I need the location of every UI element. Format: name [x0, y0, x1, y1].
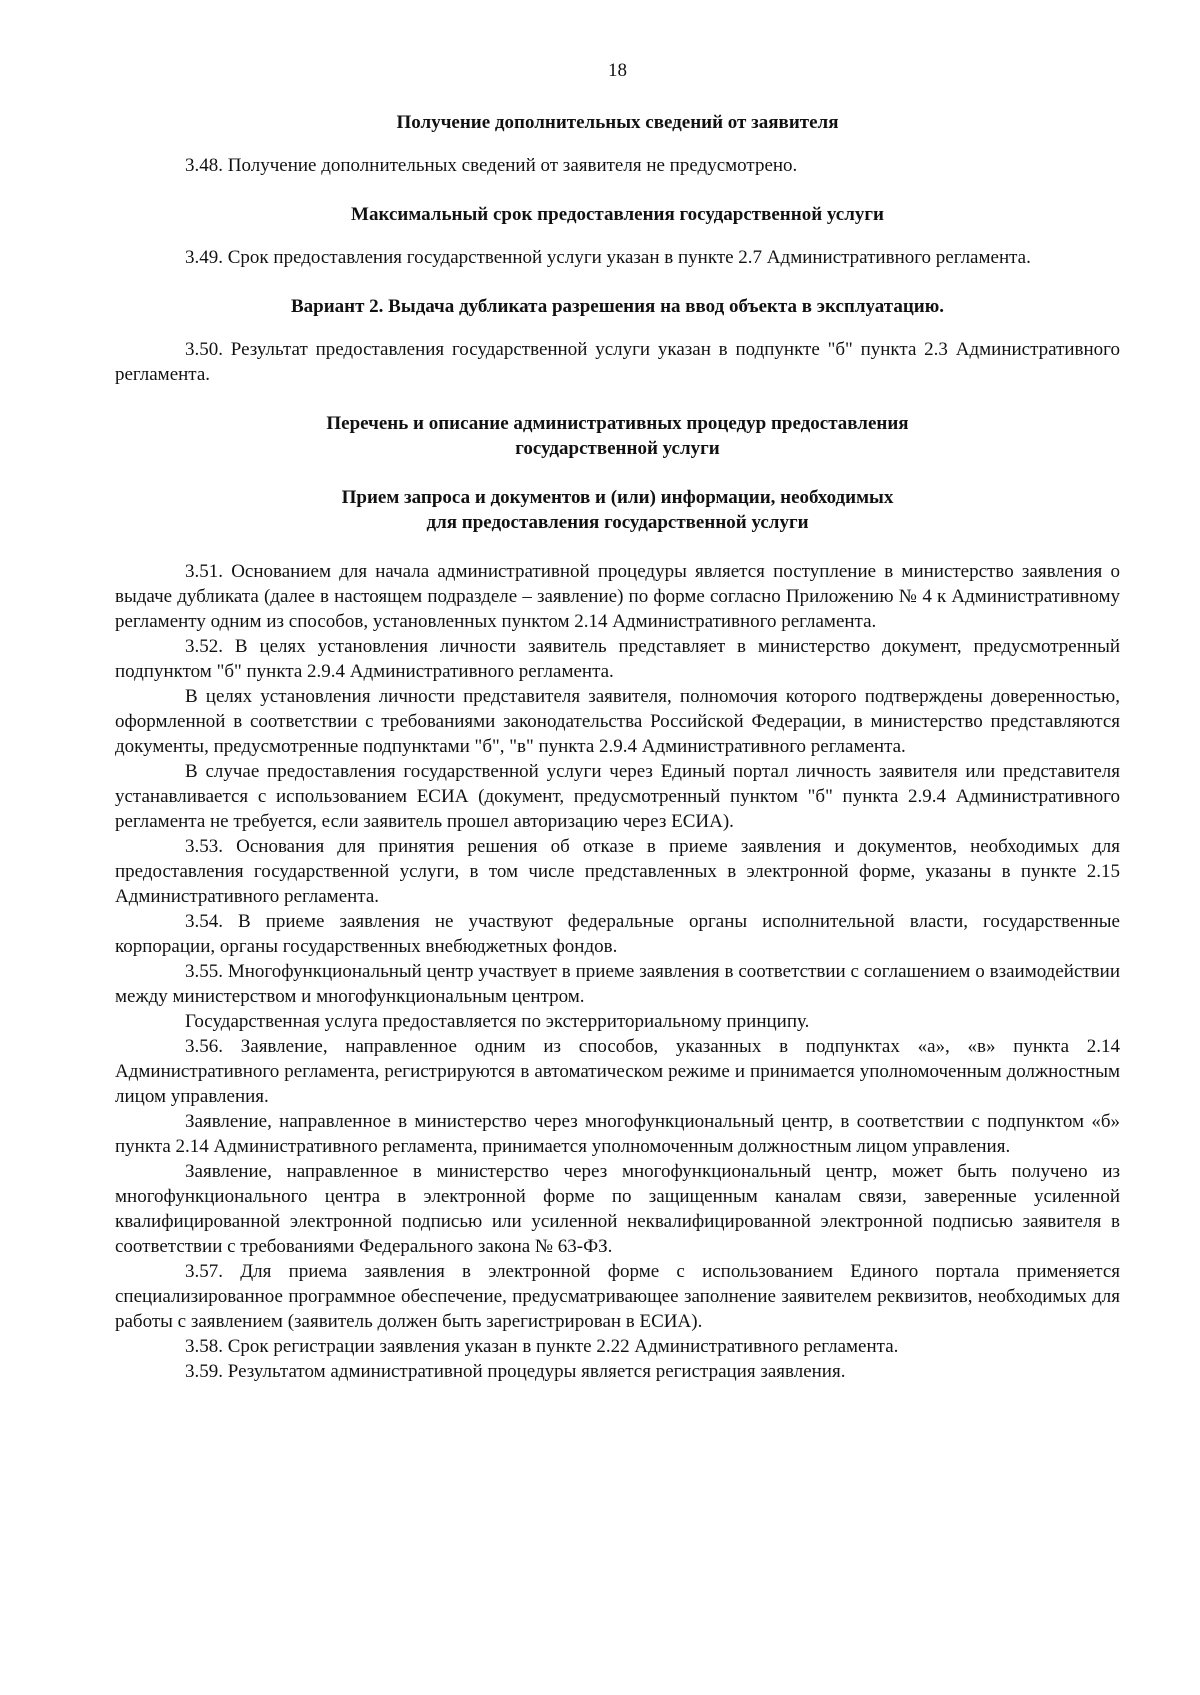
heading-variant-2: Вариант 2. Выдача дубликата разрешения на ввод объекта в эксплуатацию.: [290, 296, 945, 317]
paragraph-3-59: 3.59. Результатом административной процедуры является регистрация заявления.: [185, 1361, 846, 1382]
paragraph-3-52: 3.52. В целях установления личности заявитель представляет в министерство документ, предусмотренный подпунктом "б" пункта 2.9.4 Административного регламента.: [115, 636, 1120, 682]
heading-max-term: Максимальный срок предоставления государственной услуги: [351, 204, 884, 225]
heading-request-line-1: Прием запроса и документов и (или) информации, необходимых: [341, 487, 894, 508]
heading-additional-info: Получение дополнительных сведений от заявителя: [396, 112, 839, 133]
heading-procedures-list: [115, 411, 1120, 461]
heading-procedures-line-2: государственной услуги: [515, 438, 720, 459]
paragraph-3-55-extraterritorial: Государственная услуга предоставляется по экстерриториальному принципу.: [185, 1011, 810, 1032]
heading-procedures-line-1: Перечень и описание административных процедур предоставления: [326, 413, 909, 434]
heading-request-intake: [115, 485, 1120, 535]
paragraph-3-52-portal: В случае предоставления государственной услуги через Единый портал личность заявителя или представителя устанавливается с использованием ЕСИА (документ, предусмотренный пунктом "б" пункта 2.9.4 Административного регламента не требуется, если заявитель прошел авторизацию через ЕСИА).: [115, 761, 1120, 832]
paragraph-3-52-representative: В целях установления личности представителя заявителя, полномочия которого подтверждены доверенностью, оформленной в соответствии с требованиями законодательства Российской Федерации, в министерство представляются документы, предусмотренные подпунктами "б", "в" пункта 2.9.4 Административного регламента.: [115, 686, 1120, 757]
paragraph-3-54: 3.54. В приеме заявления не участвуют федеральные органы исполнительной власти, государственные корпорации, органы государственных внебюджетных фондов.: [115, 911, 1120, 957]
paragraph-3-56-mfc: Заявление, направленное в министерство через многофункциональный центр, в соответствии с подпунктом «б» пункта 2.14 Административного регламента, принимается уполномоченным должностным лицом управления.: [115, 1111, 1120, 1157]
paragraph-3-49: 3.49. Срок предоставления государственной услуги указан в пункте 2.7 Административного регламента.: [185, 247, 1031, 268]
heading-request-line-2: для предоставления государственной услуги: [426, 512, 809, 533]
paragraph-3-56: 3.56. Заявление, направленное одним из способов, указанных в подпунктах «а», «в» пункта 2.14 Административного регламента, регистрируются в автоматическом режиме и принимается уполномоченным должностным лицом управления.: [115, 1036, 1120, 1107]
paragraph-3-56-electronic: Заявление, направленное в министерство через многофункциональный центр, может быть получено из многофункционального центра в электронной форме по защищенным каналам связи, заверенные усиленной квалифицированной электронной подписью или усиленной неквалифицированной электронной подписью заявителя в соответствии с требованиями Федерального закона № 63-ФЗ.: [115, 1161, 1120, 1257]
paragraph-3-48: 3.48. Получение дополнительных сведений от заявителя не предусмотрено.: [185, 155, 798, 176]
paragraph-3-53: 3.53. Основания для принятия решения об отказе в приеме заявления и документов, необходимых для предоставления государственной услуги, в том числе представленных в электронной форме, указаны в пункте 2.15 Административного регламента.: [115, 836, 1120, 907]
paragraph-3-51: 3.51. Основанием для начала административной процедуры является поступление в министерство заявления о выдаче дубликата (далее в настоящем подразделе – заявление) по форме согласно Приложению № 4 к Административному регламенту одним из способов, установленных пунктом 2.14 Административного регламента.: [115, 561, 1120, 632]
paragraph-3-57: 3.57. Для приема заявления в электронной форме с использованием Единого портала применяется специализированное программное обеспечение, предусматривающее заполнение заявителем реквизитов, необходимых для работы с заявлением (заявитель должен быть зарегистрирован в ЕСИА).: [115, 1261, 1120, 1332]
paragraph-3-55: 3.55. Многофункциональный центр участвует в приеме заявления в соответствии с соглашением о взаимодействии между министерством и многофункциональным центром.: [115, 961, 1120, 1007]
page-number: 18: [608, 60, 627, 81]
paragraph-3-50: 3.50. Результат предоставления государственной услуги указан в подпункте "б" пункта 2.3 Административного регламента.: [115, 339, 1120, 385]
paragraph-3-58: 3.58. Срок регистрации заявления указан в пункте 2.22 Административного регламента.: [185, 1336, 899, 1357]
